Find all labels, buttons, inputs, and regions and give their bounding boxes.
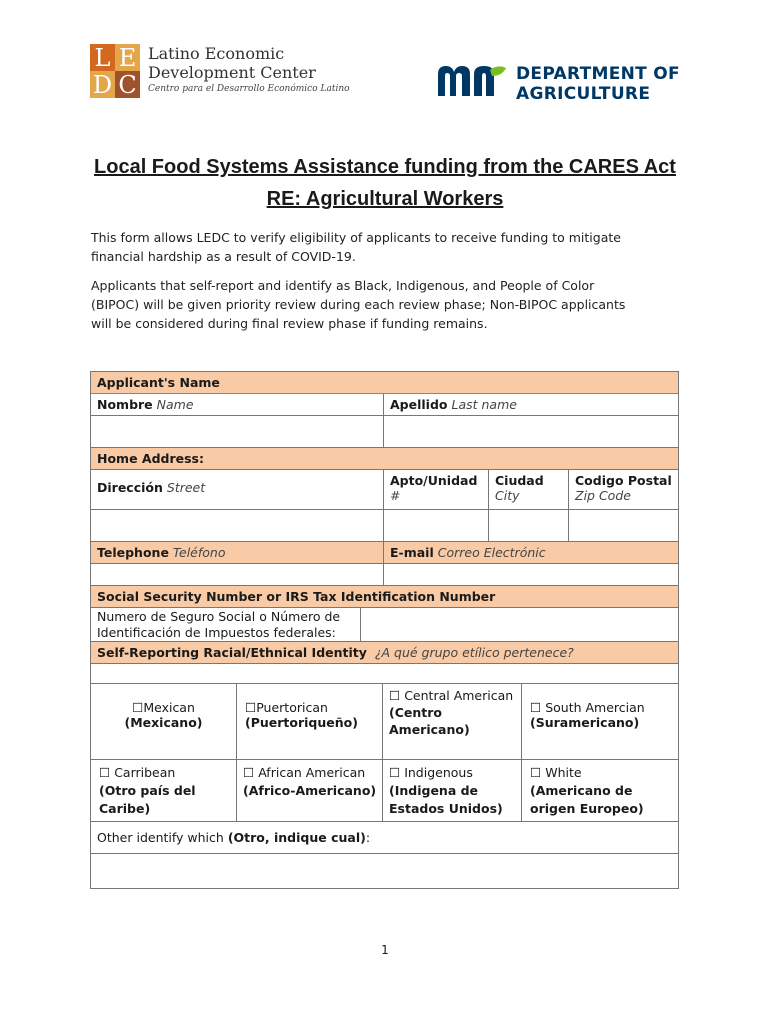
option-white-es: (Americano de origen Europeo) <box>530 783 644 816</box>
applicant-name-header-row <box>91 372 678 416</box>
last-name-label-cell <box>384 394 678 415</box>
street-label-cell <box>91 470 384 509</box>
option-white[interactable] <box>522 760 678 821</box>
checkbox-icon[interactable]: ☐ <box>530 700 542 715</box>
page-subtitle: RE: Agricultural Workers <box>266 188 504 210</box>
apt-label-es: Apto/Unidad <box>390 473 478 488</box>
option-central-american-es: (Centro Americano) <box>389 705 470 737</box>
name-input-row <box>91 416 678 448</box>
intro-p2-line3: will be considered during final review phase if funding remains. <box>91 316 488 331</box>
applicant-name-heading: Applicant's Name <box>97 375 220 390</box>
ledc-letter-c: C <box>115 71 140 98</box>
first-name-label-es: Nombre <box>97 397 153 412</box>
contact-header-row <box>91 542 678 564</box>
street-input[interactable] <box>91 510 384 541</box>
last-name-input[interactable] <box>384 416 678 447</box>
last-name-label-en: Last name <box>451 397 517 412</box>
option-puertorican[interactable] <box>237 684 383 759</box>
race-options-row-2 <box>91 760 678 822</box>
email-label-en: E-mail <box>390 545 434 560</box>
first-name-label-en: Name <box>156 397 194 412</box>
checkbox-icon[interactable]: ☐ <box>389 688 401 703</box>
intro-p2-line1: Applicants that self-report and identify as Black, Indigenous, and People of Color <box>91 278 595 293</box>
phone-label-es: Teléfono <box>172 545 226 560</box>
checkbox-icon[interactable]: ☐ <box>530 765 542 780</box>
intro-paragraph-2 <box>91 276 681 333</box>
ssn-label-es-line2: Identificación de Impuestos federales: <box>97 625 336 640</box>
intro-p2-line2: (BIPOC) will be given priority review during each review phase; Non-BIPOC applicants <box>91 297 626 312</box>
checkbox-icon[interactable]: ☐ <box>245 700 257 715</box>
option-central-american-en: Central American <box>404 688 514 703</box>
zip-label-cell <box>569 470 678 509</box>
phone-input[interactable] <box>91 564 384 585</box>
race-heading-es: ¿A qué grupo etílico pertenece? <box>374 645 574 660</box>
race-spacer-row <box>91 664 678 684</box>
address-label-row <box>91 470 678 510</box>
page-number: 1 <box>381 943 389 957</box>
race-options-row-1 <box>91 684 678 760</box>
first-name-label-cell <box>91 394 384 415</box>
race-heading: Self-Reporting Racial/Ethnical Identity <box>97 645 367 660</box>
option-indigenous-en: Indigenous <box>404 765 473 780</box>
option-mexican-es: (Mexicano) <box>124 715 203 730</box>
first-name-input[interactable] <box>91 416 384 447</box>
city-label-en: City <box>495 488 520 503</box>
ssn-label-es-cell <box>91 608 361 641</box>
checkbox-icon[interactable]: ☐ <box>243 765 255 780</box>
option-carribean-en: Carribean <box>114 765 176 780</box>
street-label-es: Dirección <box>97 480 163 495</box>
ledc-logo <box>90 43 350 100</box>
option-indigenous-es: (Indigena de Estados Unidos) <box>389 783 503 816</box>
option-south-american-en: South Amercian <box>545 700 645 715</box>
apt-label-en: # <box>390 488 401 503</box>
option-puertorican-en: Puertorican <box>256 700 328 715</box>
option-carribean[interactable] <box>91 760 237 821</box>
home-address-heading: Home Address: <box>97 451 204 466</box>
last-name-label-es: Apellido <box>390 397 448 412</box>
zip-label-en: Zip Code <box>575 488 631 503</box>
email-label-es: Correo Electrónic <box>437 545 546 560</box>
option-white-en: White <box>545 765 582 780</box>
phone-label-cell <box>91 542 384 563</box>
ssn-input[interactable] <box>361 608 678 641</box>
option-african-american-en: African American <box>258 765 366 780</box>
race-header-row <box>91 642 678 664</box>
address-input-row <box>91 510 678 542</box>
ssn-label-es-line1: Numero de Seguro Social o Número de <box>97 609 341 624</box>
zip-label-es: Codigo Postal <box>575 473 672 488</box>
mda-name-line2: AGRICULTURE <box>516 84 651 104</box>
contact-input-row <box>91 564 678 586</box>
other-identity-input[interactable] <box>91 854 678 888</box>
city-label-es: Ciudad <box>495 473 544 488</box>
zip-input[interactable] <box>569 510 678 541</box>
other-identity-label-es: (Otro, indique cual) <box>227 830 366 845</box>
checkbox-icon[interactable]: ☐ <box>99 765 111 780</box>
mda-name-line1: DEPARTMENT OF <box>516 64 680 84</box>
application-form <box>90 371 679 889</box>
intro-p1-line1: This form allows LEDC to verify eligibility of applicants to receive funding to mitigate <box>91 230 621 245</box>
option-carribean-es: (Otro país del Caribe) <box>99 783 196 816</box>
ssn-input-row <box>91 608 678 642</box>
home-address-header-row <box>91 448 678 470</box>
ledc-letter-l: L <box>90 44 115 71</box>
option-african-american-es: (Africo-Americano) <box>243 783 377 798</box>
option-mexican[interactable] <box>91 684 237 759</box>
street-label-en: Street <box>166 480 206 495</box>
apt-label-cell <box>384 470 489 509</box>
option-puertorican-es: (Puertoriqueño) <box>245 715 358 730</box>
ssn-heading: Social Security Number or IRS Tax Identification Number <box>97 589 496 604</box>
option-mexican-en: Mexican <box>143 700 195 715</box>
other-identity-colon: : <box>365 830 371 845</box>
checkbox-icon[interactable]: ☐ <box>132 700 144 715</box>
ledc-letter-e: E <box>115 44 140 71</box>
mda-logo <box>436 60 680 104</box>
option-south-american-es: (Suramericano) <box>530 715 640 730</box>
checkbox-icon[interactable]: ☐ <box>389 765 401 780</box>
city-label-cell <box>489 470 569 509</box>
option-african-american[interactable] <box>237 760 383 821</box>
ssn-header-row <box>91 586 678 608</box>
ledc-tagline: Centro para el Desarrollo Económico Latino <box>148 84 350 94</box>
ledc-name-line2: Development Center <box>148 63 316 82</box>
city-input[interactable] <box>489 510 569 541</box>
other-identity-label-en: Other identify which <box>97 830 224 845</box>
other-identity-input-row <box>91 854 678 888</box>
ledc-letter-d: D <box>90 71 115 98</box>
phone-label-en: Telephone <box>97 545 169 560</box>
intro-p1-line2: financial hardship as a result of COVID-19. <box>91 249 356 264</box>
page-title: Local Food Systems Assistance funding from the CARES Act <box>94 156 676 178</box>
option-central-american[interactable] <box>383 684 522 759</box>
email-input[interactable] <box>384 564 678 585</box>
other-identity-label-row <box>91 822 678 854</box>
intro-paragraph-1 <box>91 228 681 266</box>
option-indigenous[interactable] <box>383 760 522 821</box>
email-label-cell <box>384 542 678 563</box>
option-south-american[interactable] <box>522 684 678 759</box>
ledc-name-line1: Latino Economic <box>148 44 285 63</box>
mn-logo-icon <box>436 62 508 98</box>
apt-input[interactable] <box>384 510 489 541</box>
